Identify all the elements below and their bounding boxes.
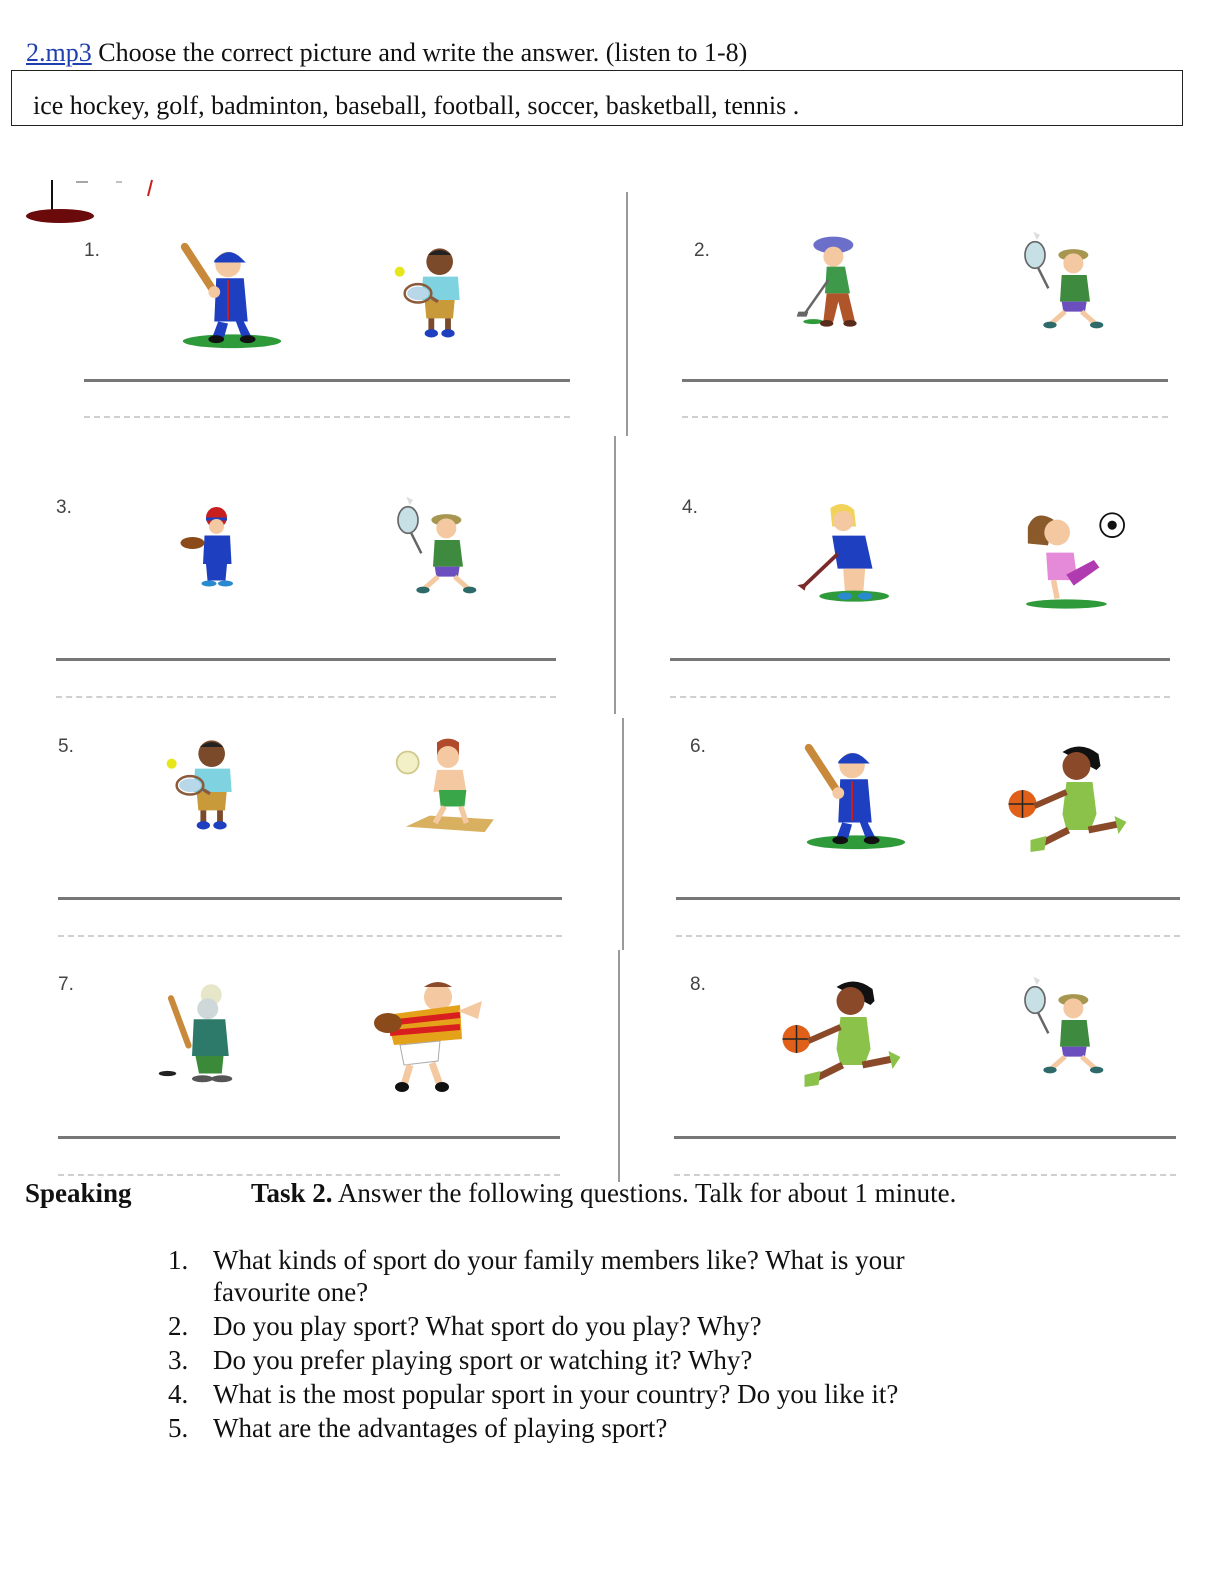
question-number: 1. [168, 1245, 189, 1275]
word-bank-text: ice hockey, golf, badminton, baseball, football, soccer, basketball, tennis . [33, 91, 800, 120]
answer-line[interactable] [674, 1136, 1176, 1139]
golfer-icon[interactable] [790, 225, 890, 345]
baseball-batter-icon[interactable] [794, 736, 914, 854]
speaking-heading [25, 1178, 132, 1209]
question-number: 2. [168, 1311, 189, 1341]
dashed-line [682, 416, 1168, 418]
speaking-label: Speaking [25, 1178, 132, 1208]
question-item [168, 1412, 988, 1444]
tennis-player-icon[interactable] [388, 230, 488, 350]
task-label: Task 2. [251, 1178, 333, 1208]
item-number: 7. [58, 974, 74, 995]
answer-line[interactable] [58, 897, 562, 900]
rugby-player-icon[interactable] [364, 975, 484, 1095]
task-instruction: Answer the following questions. Talk for about 1 minute. [337, 1178, 957, 1208]
item-number: 6. [690, 736, 706, 757]
ice-hockey-player-icon[interactable] [150, 975, 255, 1095]
question-text: Do you play sport? What sport do you play? Why? [213, 1311, 762, 1341]
question-text: What are the advantages of playing sport? [213, 1413, 668, 1443]
volleyball-player-icon[interactable] [388, 735, 508, 845]
question-text: Do you prefer playing sport or watching it? Why? [213, 1345, 753, 1375]
basketball-player-icon[interactable] [1004, 740, 1129, 860]
dashed-line [56, 696, 556, 698]
question-text-continued: favourite one? [213, 1277, 369, 1307]
answer-line[interactable] [58, 1136, 560, 1139]
question-number: 5. [168, 1413, 189, 1443]
answer-line[interactable] [84, 379, 570, 382]
soccer-player-icon[interactable] [1010, 505, 1130, 615]
answer-line[interactable] [56, 658, 556, 661]
exercise-header [26, 38, 747, 68]
american-football-player-icon[interactable] [170, 490, 260, 605]
exercise-instruction: Choose the correct picture and write the answer. (listen to 1-8) [98, 38, 748, 67]
item-number: 1. [84, 240, 100, 261]
question-number: 3. [168, 1345, 189, 1375]
dashed-line [58, 1174, 560, 1176]
dashed-line [84, 416, 570, 418]
column-divider [626, 192, 628, 436]
dashed-line [674, 1174, 1176, 1176]
question-text: What kinds of sport do your family members like? What is your [213, 1245, 905, 1275]
column-divider [618, 950, 620, 1182]
baseball-batter-icon[interactable] [170, 235, 290, 353]
field-hockey-player-icon[interactable] [790, 495, 900, 613]
item-number: 4. [682, 497, 698, 518]
badminton-player-icon[interactable] [1015, 960, 1115, 1090]
item-number: 8. [690, 974, 706, 995]
dashed-line [676, 935, 1180, 937]
badminton-player-icon[interactable] [1015, 215, 1115, 345]
tennis-player-icon[interactable] [160, 722, 260, 842]
item-number: 3. [56, 497, 72, 518]
basketball-player-icon[interactable] [778, 975, 903, 1095]
question-list [168, 1244, 988, 1444]
question-number: 4. [168, 1379, 189, 1409]
dashed-line [58, 935, 562, 937]
word-bank [11, 70, 1183, 126]
question-item [168, 1310, 988, 1342]
flag-icon [24, 178, 154, 228]
column-divider [622, 718, 624, 950]
item-number: 5. [58, 736, 74, 757]
column-divider [614, 436, 616, 714]
question-item [168, 1344, 988, 1376]
question-text: What is the most popular sport in your country? Do you like it? [213, 1379, 899, 1409]
question-item [168, 1378, 988, 1410]
task-heading [251, 1178, 956, 1209]
audio-link[interactable]: 2.mp3 [26, 38, 92, 67]
answer-line[interactable] [670, 658, 1170, 661]
dashed-line [670, 696, 1170, 698]
question-item [168, 1244, 988, 1308]
badminton-player-icon[interactable] [388, 480, 488, 610]
answer-line[interactable] [682, 379, 1168, 382]
answer-line[interactable] [676, 897, 1180, 900]
item-number: 2. [694, 240, 710, 261]
